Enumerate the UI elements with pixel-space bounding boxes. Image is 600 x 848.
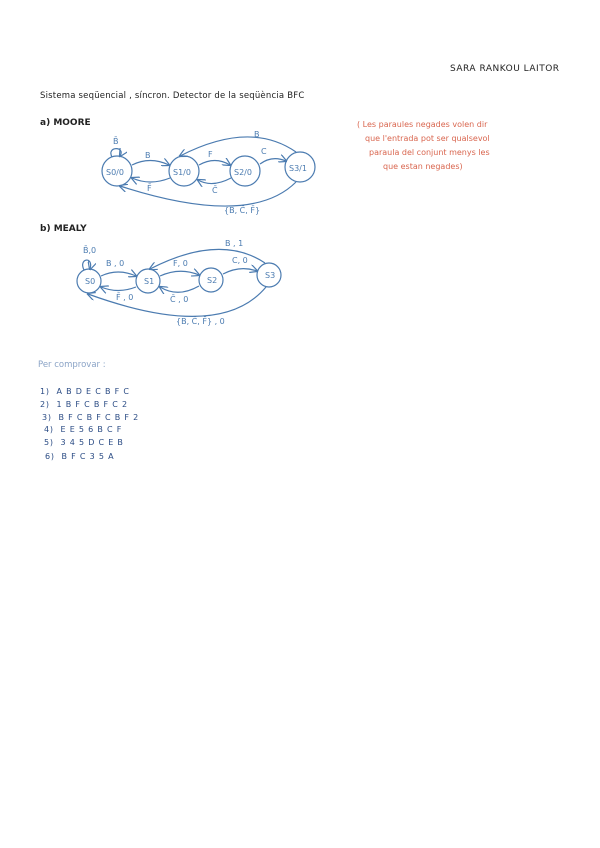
check-heading: Per comprovar : — [38, 360, 106, 370]
sequence-text: B F C 3 5 A — [61, 452, 115, 461]
note-line: paraula del conjunt menys les — [369, 148, 490, 157]
moore-state-label: S2/0 — [234, 168, 252, 177]
mealy-edge-label: {B, C̄, F̄} , 0 — [176, 317, 225, 326]
mealy-state-label: S1 — [144, 277, 155, 286]
moore-edge-label: {B, C̄, F̄} — [224, 206, 261, 215]
moore-edge-label: C̄ — [212, 186, 218, 195]
sequence-number: 3) — [42, 413, 52, 422]
moore-self-loop-label: B̄ — [113, 137, 119, 146]
note-line: ( Les paraules negades volen dir — [357, 120, 488, 129]
moore-edge-s2-s3 — [260, 159, 286, 164]
moore-edge-s3-s1 — [180, 137, 296, 156]
mealy-edge-label: F̄ , 0 — [116, 293, 134, 302]
sequence-item — [44, 438, 124, 447]
mealy-state-label: S3 — [265, 271, 276, 280]
mealy-state-label: S2 — [207, 276, 218, 285]
moore-state-label: S3/1 — [289, 164, 307, 173]
moore-edge-label: F̄ — [147, 184, 152, 193]
sequence-number: 6) — [45, 452, 55, 461]
sequence-item — [45, 452, 114, 461]
moore-edge-label: F — [208, 150, 213, 159]
moore-state-label: S0/0 — [106, 168, 124, 177]
moore-edge-s1-s2 — [199, 161, 230, 166]
moore-edge-label: B — [254, 130, 260, 139]
mealy-state-label: S0 — [85, 277, 96, 286]
mealy-self-loop-label: B̄,0 — [83, 246, 97, 255]
sequence-text: B F C B F C B F 2 — [58, 413, 139, 422]
moore-edge-s2-s1 — [198, 178, 231, 184]
moore-edge-label: B — [145, 151, 151, 160]
sequence-text: 1 B F C B F C 2 — [56, 400, 128, 409]
sequence-number: 1) — [40, 387, 50, 396]
mealy-labels — [83, 239, 275, 326]
moore-state-label: S1/0 — [173, 168, 191, 177]
mealy-edge-label: B , 1 — [225, 239, 244, 248]
moore-diagram — [102, 137, 315, 206]
mealy-edge-s1-s2 — [160, 271, 199, 276]
moore-edge-label: C — [261, 147, 267, 156]
sequence-item — [40, 387, 130, 396]
mealy-edge-s1-s0 — [101, 287, 136, 291]
sequence-number: 4) — [44, 425, 54, 434]
sequence-text: E E 5 6 B C F — [60, 425, 123, 434]
mealy-edge-label: C, 0 — [232, 256, 248, 265]
mealy-edge-label: B , 0 — [106, 259, 125, 268]
author-name: SARA RANKOU LAITOR — [450, 64, 560, 74]
mealy-edge-s2-s1 — [160, 286, 199, 292]
mealy-edge-label: F, 0 — [173, 259, 188, 268]
sequence-item — [40, 400, 128, 409]
sequence-number: 5) — [44, 438, 54, 447]
moore-edge-s1-s0 — [132, 178, 170, 182]
mealy-edge-label: C̄ , 0 — [170, 295, 189, 304]
moore-labels — [106, 130, 307, 215]
mealy-heading: b) MEALY — [40, 224, 87, 234]
moore-edge-s0-s1 — [132, 161, 169, 166]
mealy-edge-s0-s1 — [101, 272, 136, 276]
sequence-text: 3 4 5 D C E B — [60, 438, 124, 447]
sequence-item — [42, 413, 139, 422]
note-line: que estan negades) — [383, 162, 463, 171]
sequence-item — [44, 425, 122, 434]
mealy-edge-s2-s3 — [223, 269, 257, 274]
document-title: Sistema seqüencial , síncron. Detector de la seqüència BFC — [40, 91, 305, 101]
sequence-text: A B D E C B F C — [56, 387, 130, 396]
moore-heading: a) MOORE — [40, 118, 91, 128]
sequence-number: 2) — [40, 400, 50, 409]
note-line: que l'entrada pot ser qualsevol — [365, 134, 490, 143]
